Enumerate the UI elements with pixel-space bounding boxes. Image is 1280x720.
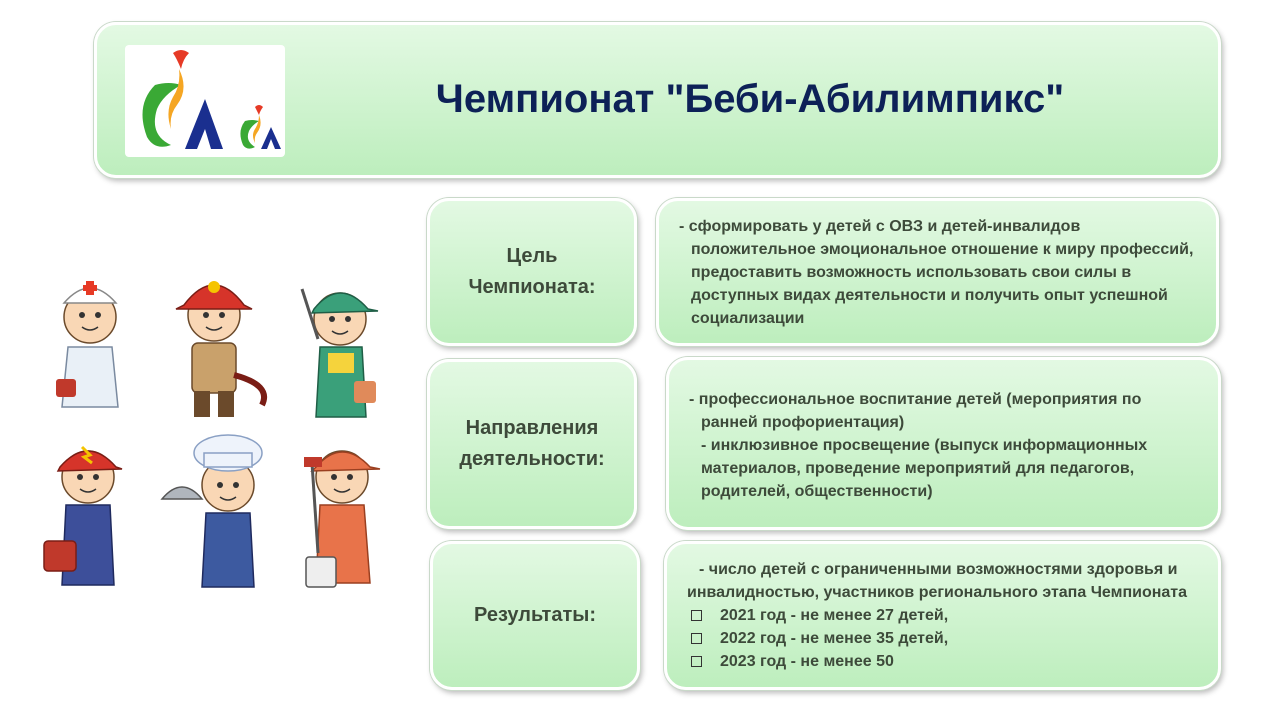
results-item-text: 2022 год - не менее 35 детей, [720, 630, 949, 647]
goal-label-line1: Цель [506, 245, 558, 267]
abilympics-logo [125, 45, 285, 157]
children-professions-icon [22, 255, 407, 605]
directions-label-box [427, 359, 637, 529]
goal-text-line: предоставить возможность использовать свои силы в [691, 264, 1132, 281]
header-panel [94, 22, 1221, 178]
results-list-item [687, 604, 1198, 627]
checkbox-icon [691, 656, 702, 667]
results-intro-line: инвалидностью, участников регионального этапа Чемпионата [687, 584, 1188, 601]
goal-text-line: социализации [691, 310, 805, 327]
directions-content-box [666, 357, 1221, 530]
painter-child [304, 451, 380, 587]
directions-label-line1: Направления [465, 417, 599, 439]
firefighter-child [176, 281, 264, 417]
results-label-box [430, 541, 640, 690]
goal-label-line2: Чемпионата: [468, 276, 596, 298]
page-title: Чемпионат "Беби-Абилимпикс" [435, 77, 1065, 121]
goal-text-line: доступных видах деятельности и получить опыт успешной [691, 287, 1168, 304]
goal-text-line: положительное эмоциональное отношение к миру профессий, [691, 241, 1194, 258]
results-item-text: 2023 год - не менее 50 [720, 653, 894, 670]
mechanic-child [44, 447, 122, 585]
goal-text-line: - сформировать у детей с ОВЗ и детей-инвалидов [679, 218, 1081, 235]
directions-text-line: материалов, проведение мероприятий для педагогов, [701, 460, 1135, 477]
children-professions-illustration [22, 255, 407, 605]
nurse-child [56, 281, 118, 407]
directions-text-line: ранней профориентация) [701, 414, 905, 431]
directions-text-line: родителей, общественности) [701, 483, 933, 500]
results-label: Результаты: [474, 604, 596, 626]
directions-label-line2: деятельности: [459, 448, 605, 470]
directions-text-line: - инклюзивное просвещение (выпуск информационных [701, 437, 1148, 454]
results-item-text: 2021 год - не менее 27 детей, [720, 607, 949, 624]
builder-child [302, 289, 378, 417]
results-intro-line: - число детей с ограниченными возможностями здоровья и [699, 561, 1178, 578]
directions-text-line: - профессиональное воспитание детей (мероприятия по [689, 391, 1142, 408]
goal-content-box [656, 198, 1219, 346]
checkbox-icon [691, 633, 702, 644]
results-list-item [687, 627, 1198, 650]
chef-child [162, 435, 262, 587]
abilympics-logo-icon [125, 45, 285, 157]
goal-label-box [427, 198, 637, 346]
results-list-item [687, 650, 1198, 673]
results-content-box [664, 541, 1221, 690]
checkbox-icon [691, 610, 702, 621]
